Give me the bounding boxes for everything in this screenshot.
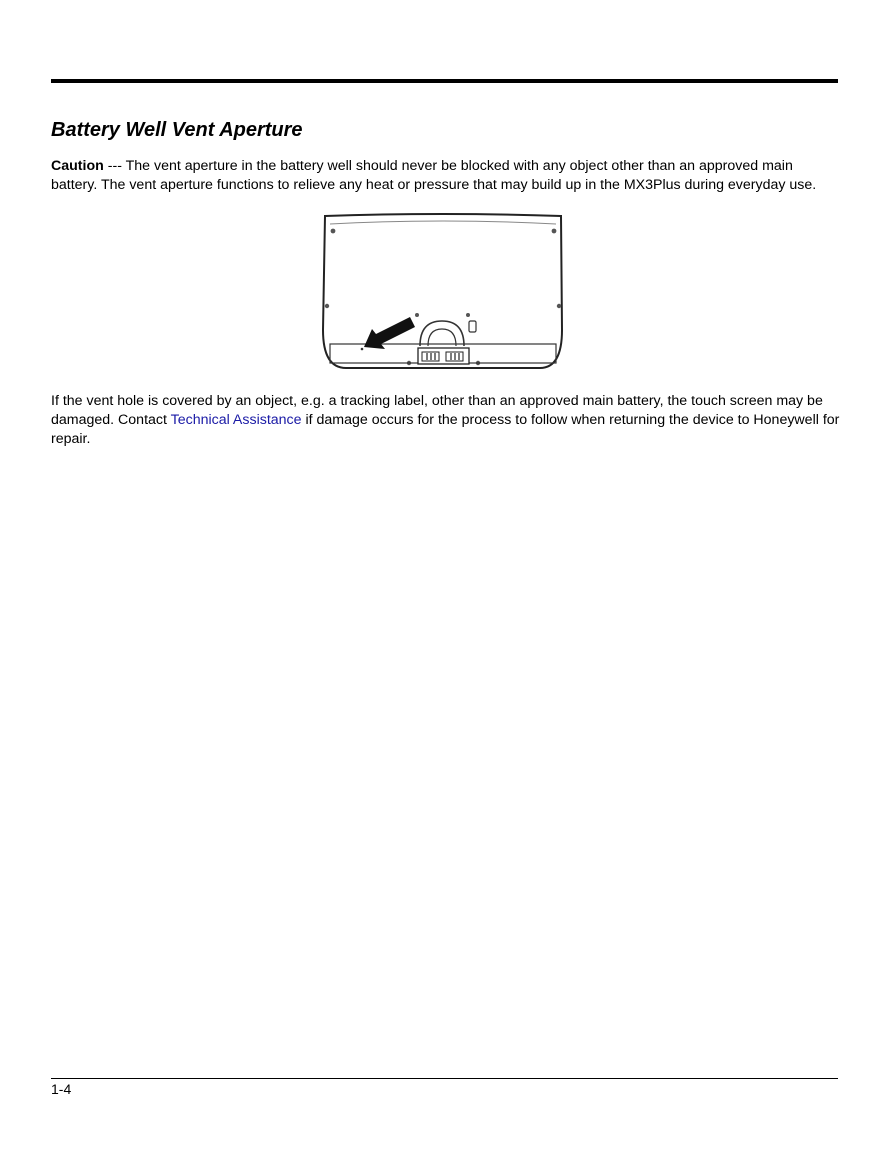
header-rule (51, 79, 838, 83)
warning-paragraph (51, 392, 843, 449)
section-heading: Battery Well Vent Aperture (51, 119, 303, 141)
battery-well-vent-illustration (318, 210, 568, 370)
warning-text-start: If the vent hole is covered by an object, e.g. a tracking label, other than an approved main battery, the touch screen may be damaged. Contact (51, 393, 823, 428)
footer-rule (51, 1078, 838, 1079)
technical-assistance-link[interactable]: Technical Assistance (170, 412, 302, 428)
caution-label: Caution (51, 158, 104, 174)
device-back-drawing (318, 210, 568, 370)
page-number: 1-4 (51, 1081, 72, 1097)
caution-paragraph (51, 157, 843, 195)
caution-text: --- The vent aperture in the battery well should never be blocked with any object other than an approved main battery. The vent aperture functions to relieve any heat or pressure that may build up in the MX3Plus during everyday use. (51, 158, 817, 193)
warning-text-end: if damage occurs for the process to follow when returning the device to Honeywell for repair. (51, 412, 840, 447)
